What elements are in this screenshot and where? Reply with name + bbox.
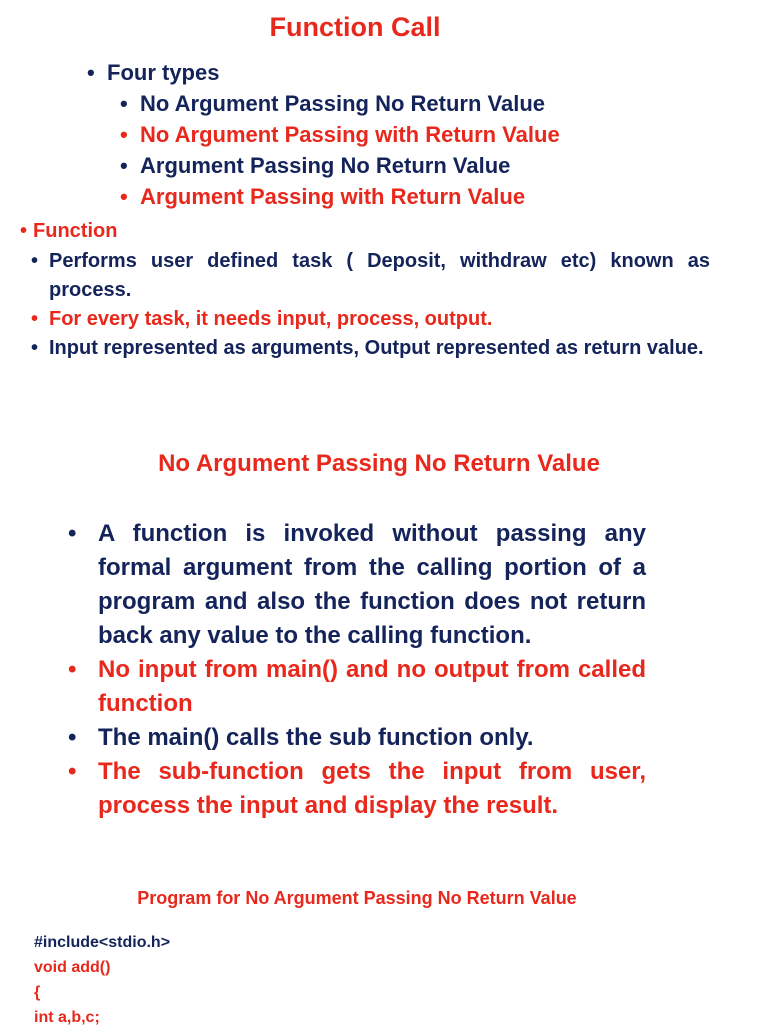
function-heading (20, 220, 710, 243)
function-point-text: For every task, it needs input, process, output. (49, 308, 493, 330)
code-line: void add() (34, 959, 111, 976)
bullet-marker: • (20, 220, 28, 242)
no-arg-point: • The main() calls the sub function only. (98, 721, 646, 755)
function-heading-text: Function (33, 220, 118, 242)
four-types-bullet: • Four types (107, 60, 219, 86)
function-point (49, 334, 710, 363)
function-type-item: • No Argument Passing with Return Value (140, 121, 560, 152)
function-point-text: Performs user defined task ( Deposit, withdraw etc) known as process. (49, 250, 710, 301)
program-title: Program for No Argument Passing No Return Value (137, 888, 577, 908)
code-line: #include<stdio.h> (34, 934, 171, 951)
function-types-list (140, 90, 560, 214)
code-line: { (34, 984, 41, 1001)
function-point (49, 305, 710, 334)
code-line: int a,b,c; (34, 1009, 100, 1026)
no-arg-points-list (98, 517, 646, 823)
function-type-item: • Argument Passing with Return Value (140, 183, 560, 214)
function-point (49, 247, 710, 305)
no-arg-slide-title: No Argument Passing No Return Value (158, 450, 600, 477)
function-points-list (49, 247, 710, 363)
function-type-item: • No Argument Passing No Return Value (140, 90, 560, 121)
no-arg-point: • No input from main() and no output from called function (98, 653, 646, 721)
no-arg-point: • A function is invoked without passing any formal argument from the calling portion of a program and also the function does not return back any value to the calling function. (98, 517, 646, 653)
function-call-title: Function Call (269, 12, 441, 42)
no-arg-point: • The sub-function gets the input from user, process the input and display the result. (98, 755, 646, 823)
code-listing (34, 930, 170, 1030)
function-type-item: • Argument Passing No Return Value (140, 152, 560, 183)
function-point-text: Input represented as arguments, Output represented as return value. (49, 337, 704, 359)
function-definition-section (20, 220, 710, 363)
